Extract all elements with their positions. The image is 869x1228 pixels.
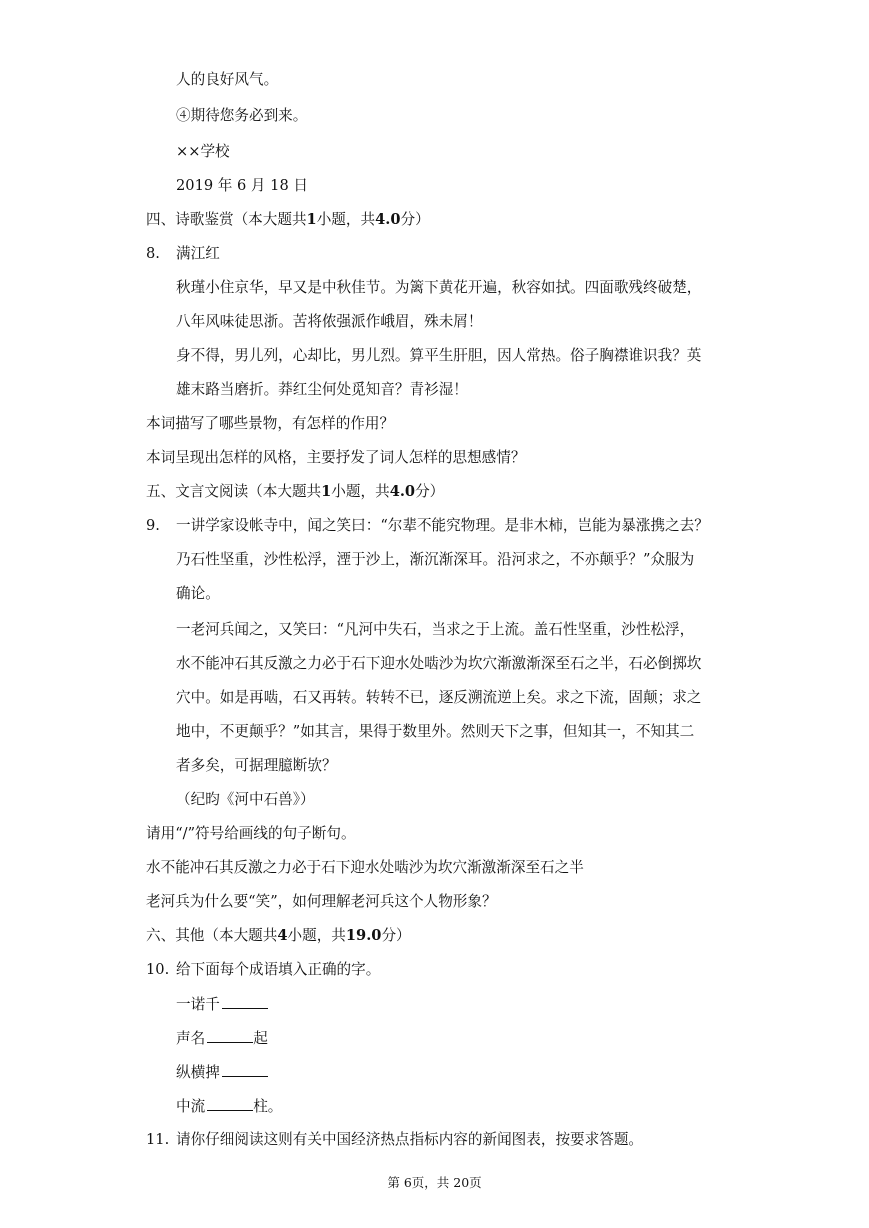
fill-blank xyxy=(207,1028,253,1043)
fill-blank xyxy=(207,1096,253,1111)
fill-blank xyxy=(222,994,268,1009)
passage-source: （纪昀《河中石兽》） xyxy=(176,791,315,808)
question-text: 请你仔细阅读这则有关中国经济热点指标内容的新闻图表，按要求答题。 xyxy=(176,1131,644,1148)
question-number: 9. xyxy=(146,517,160,534)
question-text: 给下面每个成语填入正确的字。 xyxy=(176,961,381,978)
paragraph-line: ××学校 xyxy=(176,143,230,160)
idiom-item: 声名 起 xyxy=(176,1030,268,1047)
section-heading-5: 五、文言文阅读（本大题共1小题，共4.0分） xyxy=(146,483,445,500)
poem-line: 身不得，男儿列，心却比，男儿烈。算平生肝胆，因人常热。俗子胸襟谁识我？英 xyxy=(176,347,702,364)
passage-line: 乃石性坚重，沙性松浮，湮于沙上，渐沉渐深耳。沿河求之，不亦颠乎？”众服为 xyxy=(176,551,695,568)
question-prompt: 老河兵为什么要“笑”，如何理解老河兵这个人物形象？ xyxy=(146,893,497,910)
poem-title: 满江红 xyxy=(176,245,220,262)
idiom-item: 一诺千 xyxy=(176,994,268,1015)
page-footer: 第 6页，共 20页 xyxy=(387,1175,482,1190)
question-prompt: 请用“/”符号给画线的句子断句。 xyxy=(146,825,356,842)
fill-blank xyxy=(222,1062,268,1077)
passage-line: 一老河兵闻之，又笑曰：“凡河中失石，当求之于上流。盖石性坚重，沙性松浮， xyxy=(176,621,695,638)
poem-line: 秋瑾小住京华，早又是中秋佳节。为篱下黄花开遍，秋容如拭。四面歌残终破楚， xyxy=(176,279,702,296)
paragraph-line: 人的良好风气。 xyxy=(176,71,279,88)
question-number: 10. xyxy=(146,961,170,978)
section-heading-6: 六、其他（本大题共4小题，共19.0分） xyxy=(146,927,411,944)
paragraph-line: ④期待您务必到来。 xyxy=(176,107,308,124)
paragraph-line: 2019 年 6 月 18 日 xyxy=(176,177,308,194)
passage-line: 穴中。如是再啮，石又再转。转转不已，逐反溯流逆上矣。求之下流，固颠；求之 xyxy=(176,689,702,706)
question-number: 8. xyxy=(146,245,160,262)
question-prompt: 本词描写了哪些景物，有怎样的作用？ xyxy=(146,415,395,432)
question-number: 11. xyxy=(146,1131,170,1148)
idiom-item: 纵横捭 xyxy=(176,1062,268,1083)
passage-line: 确论。 xyxy=(176,585,220,602)
passage-line: 地中，不更颠乎？”如其言，果得于数里外。然则天下之事，但知其一，不知其二 xyxy=(176,723,695,740)
underlined-sentence: 水不能冲石其反激之力必于石下迎水处啮沙为坎穴渐激渐深至石之半 xyxy=(146,859,584,876)
poem-line: 八年风味徒思浙。苦将侬强派作峨眉，殊未屑！ xyxy=(176,313,483,330)
passage-line: 一讲学家设帐寺中，闻之笑曰：“尔辈不能究物理。是非木柿，岂能为暴涨携之去？ xyxy=(176,517,709,534)
passage-line: 者多矣，可据理臆断欤？ xyxy=(176,757,337,774)
passage-line: 水不能冲石其反激之力必于石下迎水处啮沙为坎穴渐激渐深至石之半，石必倒掷坎 xyxy=(176,655,702,672)
question-prompt: 本词呈现出怎样的风格，主要抒发了词人怎样的思想感情？ xyxy=(146,449,526,466)
section-heading-4: 四、诗歌鉴赏（本大题共1小题，共4.0分） xyxy=(146,211,430,228)
poem-line: 雄末路当磨折。莽红尘何处觅知音？青衫湿！ xyxy=(176,381,468,398)
idiom-item: 中流 柱。 xyxy=(176,1098,283,1115)
